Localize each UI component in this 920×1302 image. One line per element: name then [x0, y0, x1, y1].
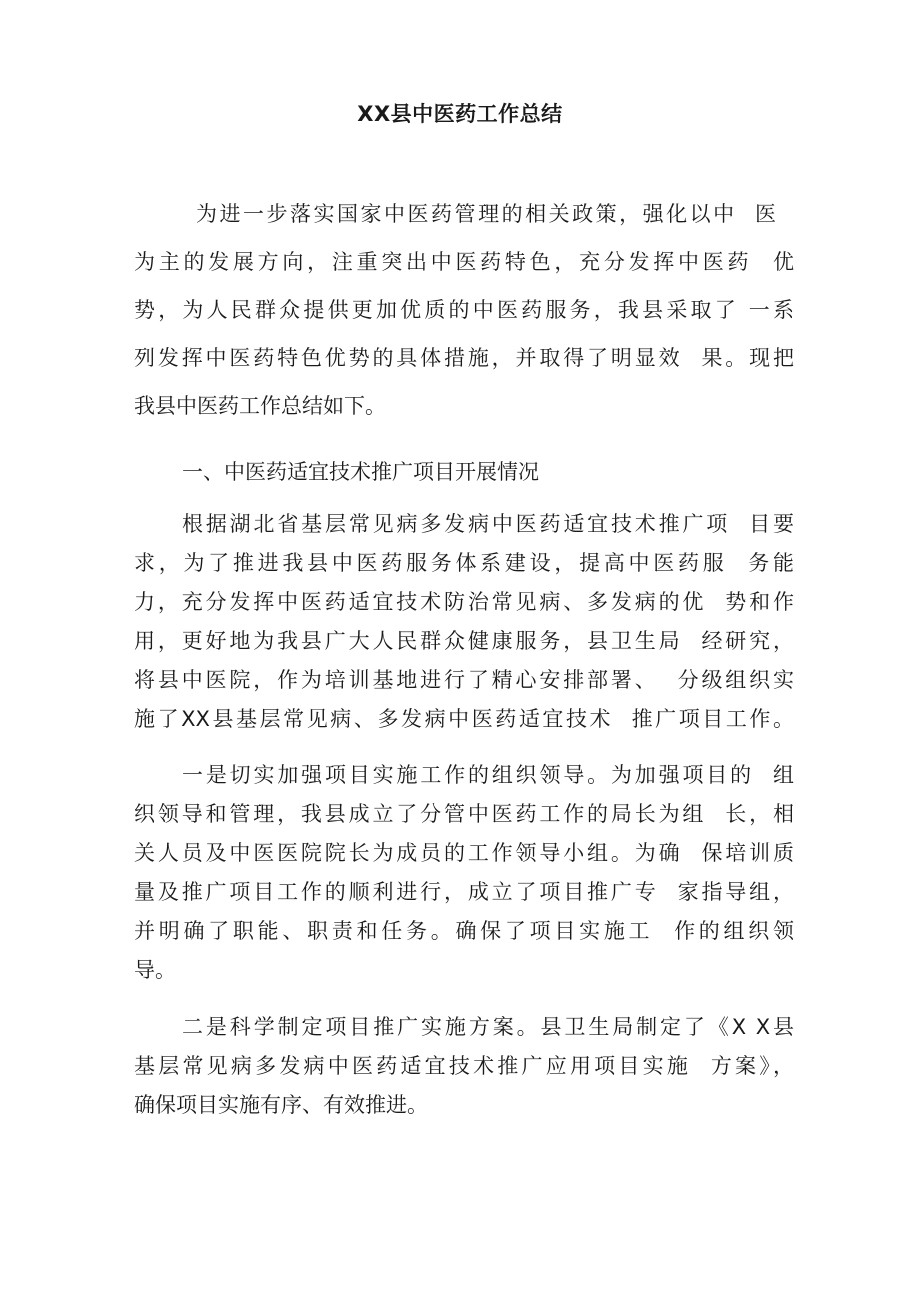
section-heading: 一、中医药适宜技术推广项目开展情况 [182, 460, 539, 484]
paragraph-line: 将县中医院，作为培训基地进行了精心安排部署、 分级组织实 [134, 668, 794, 692]
paragraph-line: 关人员及中医医院院长为成员的工作领导小组。为确 保培训质 [134, 841, 794, 865]
paragraph-line: 量及推广项目工作的顺利进行，成立了项目推广专 家指导组， [134, 880, 794, 904]
intro-line: 为进一步落实国家中医药管理的相关政策，强化以中 医 [196, 202, 776, 226]
intro-line: 列发挥中医药特色优势的具体措施，并取得了明显效 果。现把 [134, 346, 794, 370]
paragraph-line: 织领导和管理，我县成立了分管中医药工作的局长为组 长，相 [134, 802, 794, 826]
paragraph-line: 求，为了推进我县中医药服务体系建设，提高中医药服 务能 [134, 551, 794, 575]
paragraph-line: 用，更好地为我县广大人民群众健康服务，县卫生局 经研究， [134, 629, 794, 653]
paragraph-line: 并明确了职能、职责和任务。确保了项目实施工 作的组织领 [134, 919, 794, 943]
paragraph-line: 二是科学制定项目推广实施方案。县卫生局制定了《X X县 [182, 1015, 794, 1039]
document-title: XX县中医药工作总结 [357, 102, 563, 126]
paragraph-line: 基层常见病多发病中医药适宜技术推广应用项目实施 方案》， [134, 1054, 794, 1078]
intro-line: 势，为人民群众提供更加优质的中医药服务，我县采取了 一系 [134, 298, 794, 322]
intro-line: 为主的发展方向，注重突出中医药特色，充分发挥中医药 优 [134, 250, 794, 274]
paragraph-line: 确保项目实施有序、有效推进。 [134, 1093, 428, 1117]
intro-line: 我县中医药工作总结如下。 [134, 394, 386, 418]
paragraph-line: 施了XX县基层常见病、多发病中医药适宜技术 推广项目工作。 [134, 707, 794, 731]
paragraph-line: 根据湖北省基层常见病多发病中医药适宜技术推广项 目要 [182, 512, 794, 536]
paragraph-line: 力，充分发挥中医药适宜技术防治常见病、多发病的优 势和作 [134, 590, 794, 614]
paragraph-line: 导。 [134, 958, 176, 982]
paragraph-line: 一是切实加强项目实施工作的组织领导。为加强项目的 组 [182, 763, 794, 787]
